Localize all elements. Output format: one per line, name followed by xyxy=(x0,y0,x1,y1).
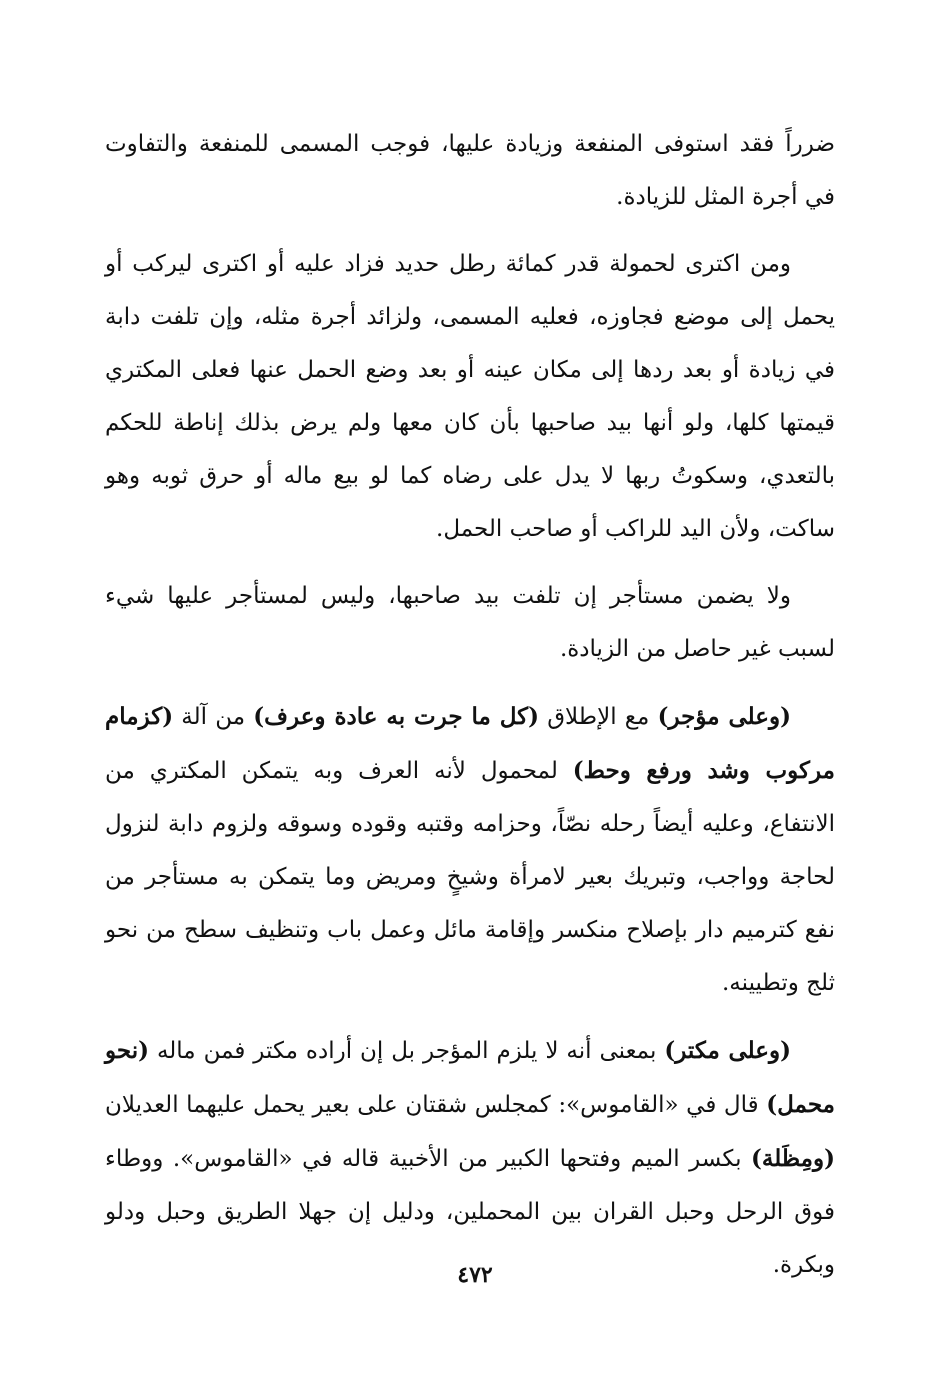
paragraph-3: ولا يضمن مستأجر إن تلفت بيد صاحبها، وليس لمستأجر عليها شيء لسبب غير حاصل من الزيادة. xyxy=(105,583,835,662)
bold-term: (ومِظَلة) xyxy=(750,1145,835,1172)
page-number: ٤٧٢ xyxy=(457,1262,493,1288)
page-body xyxy=(105,118,835,1306)
paragraph-text: بمعنى أنه لا يلزم المؤجر بل إن أراده مكتر فمن ماله xyxy=(149,1038,665,1064)
bold-term: (كل ما جرت به عادة وعرف) xyxy=(253,703,539,730)
paragraph-text: من آلة xyxy=(173,704,254,730)
paragraph-1: ضرراً فقد استوفى المنفعة وزيادة عليها، فوجب المسمى للمنفعة والتفاوت في أجرة المثل للزيادة. xyxy=(105,131,835,210)
paragraph-2: ومن اكترى لحمولة قدر كمائة رطل حديد فزاد عليه أو اكترى ليركب أو يحمل إلى موضع فجاوزه، فعليه المسمى، ولزائد أجرة مثله، وإن تلفت دابة في زيادة أو بعد ردها إلى مكان عينه أو بعد وضع الحمل عنها فعلى المكتري قيمتها كلها، ولو أنها بيد صاحبها بأن كان معها ولم يرض بذلك إناطة للحكم بالتعدي، وسكوتُ ربها لا يدل على رضاه كما لو بيع ماله أو حرق ثوبه وهو ساكت، ولأن اليد للراكب أو صاحب الحمل. xyxy=(105,251,835,542)
paragraph-text: قال في «القاموس»: كمجلس شقتان على بعير يحمل عليهما العديلان xyxy=(105,1092,767,1118)
paragraph-text: مع الإطلاق xyxy=(539,704,658,730)
paragraph-text: بكسر الميم وفتحها الكبير من الأخبية قاله في «القاموس». ووطاء فوق الرحل وحبل القران بين المحملين، ودليل إن جهلا الطريق وحبل ودلو وبكرة. xyxy=(105,1146,835,1278)
paragraph-5 xyxy=(105,1024,835,1292)
paragraph-text: لمحمول لأنه العرف وبه يتمكن المكتري من الانتفاع، وعليه أيضاً رحله نصّاً، وحزامه وقتبه وقوده وسوقه ولزوم دابة لنزول لحاجة وواجب، وتبريك بعير لامرأة وشيخٍ ومريض وما يتمكن به مستأجر من نفع كترميم دار بإصلاح منكسر وإقامة مائل وعمل باب وتنظيف سطح من نحو ثلج وتطيينه. xyxy=(105,758,835,996)
paragraph-4 xyxy=(105,690,835,1010)
bold-term: (وعلى مؤجر) xyxy=(657,703,791,730)
bold-term: (وعلى مكتر) xyxy=(664,1037,791,1064)
bold-term: (كزمام مركوب وشد ورفع وحط) xyxy=(105,703,835,784)
bold-term: (نحو محمل) xyxy=(105,1037,835,1118)
